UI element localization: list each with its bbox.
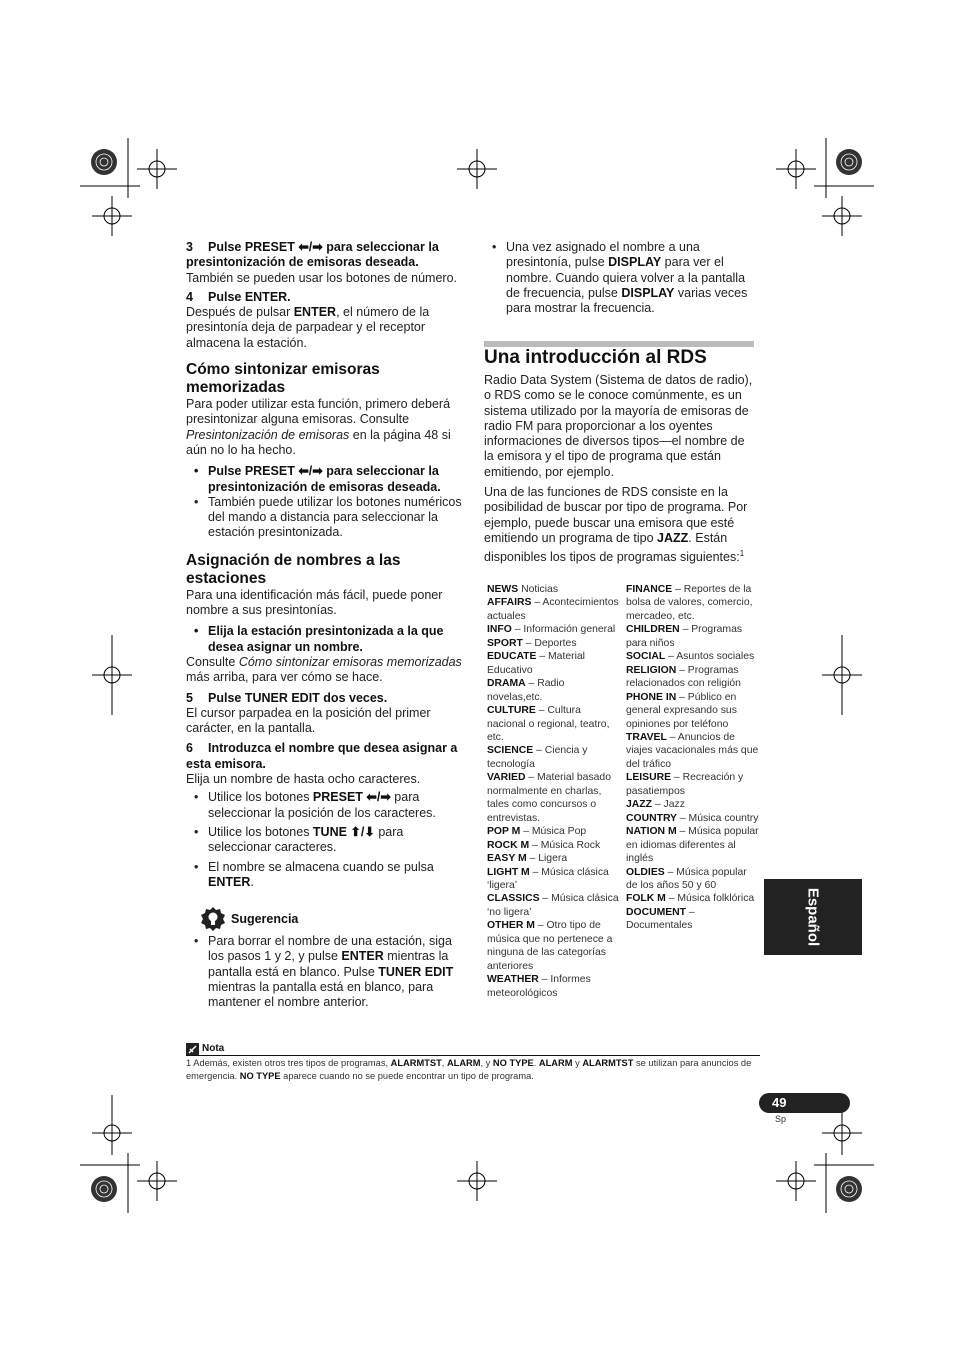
step-4-body: Después de pulsar ENTER, el número de la presintonía deja de parpadear y el receptor almacena la estación. (186, 305, 430, 350)
names-ref: Consulte Cómo sintonizar emisoras memorizadas más arriba, para ver cómo se hace. (186, 654, 462, 685)
sub-bullet-enter: • El nombre se almacena cuando se pulsa ENTER. (186, 860, 466, 891)
rds-paragraph-1: Radio Data System (Sistema de datos de radio), o RDS como se le conoce comúnmente, es un sistema utilizado por la mayoría de emisoras de radio FM para proporcionar a los oyentes informaciones de diversos tipos—el nombre de la emisora y el tipo de programa que están emitiendo, por ejemplo. (484, 373, 753, 479)
right-column (484, 240, 760, 316)
display-bullet: • Una vez asignado el nombre a una presintonía, pulse DISPLAY para ver el nombre. Cuando quiera volver a la pantalla de frecuencia, pulse DISPLAY varias veces para mostrar la frecuencia. (484, 240, 760, 316)
program-type-item: OTHER M – Otro tipo de música que no pertenece a ninguna de las categorías anteriores (487, 920, 613, 972)
page-number: 49 (772, 1095, 787, 1110)
registration-mark-icon (137, 1161, 177, 1201)
heading-station-names: Asignación de nombres a las estaciones (186, 551, 401, 587)
registration-mark-icon (137, 149, 177, 189)
program-types-right (626, 583, 760, 933)
program-type-item: VARIED – Material basado normalmente en charlas, tales como concursos o entrevistas. (487, 772, 611, 824)
program-type-item: CLASSICS – Música clásica ‘no ligera’ (487, 893, 619, 918)
program-type-item: FOLK M – Música folklórica (626, 893, 755, 905)
program-type-item: ROCK M – Música Rock (487, 839, 601, 851)
program-type-item: INFO – Información general (487, 624, 616, 636)
sub-bullet-tune: • Utilice los botones TUNE ⬆/⬇ para seleccionar caracteres. (186, 825, 466, 856)
program-type-item: LEISURE – Recreación y pasatiempos (626, 772, 744, 797)
names-body: Para una identificación más fácil, puede poner nombre a sus presintonías. (186, 587, 443, 618)
step-4: 4 Pulse ENTER. (186, 289, 291, 304)
registration-target-icon (91, 149, 117, 175)
names-bullet: • Elija la estación presintonizada a la que desea asignar un nombre. (186, 624, 466, 655)
registration-mark-icon (457, 149, 497, 189)
step-6: 6 Introduzca el nombre que desea asignar a esta emisora. (186, 741, 458, 771)
left-column (186, 240, 466, 1011)
program-type-item: POP M – Música Pop (487, 826, 587, 838)
registration-mark-icon (776, 1161, 816, 1201)
program-type-item: SCIENCE – Ciencia y tecnología (487, 745, 588, 770)
sub-bullet-preset: • Utilice los botones PRESET ⬅/➡ para seleccionar la posición de los caracteres. (186, 790, 466, 821)
program-types-left (487, 583, 619, 1000)
program-type-item: NEWS Noticias (487, 584, 559, 595)
program-type-item: COUNTRY – Música country (626, 812, 759, 824)
lightbulb-icon (200, 906, 226, 932)
rds-paragraph-2: Una de las funciones de RDS consiste en la posibilidad de buscar por tipo de programa. Por ejemplo, puede buscar una emisora que esté emitiendo un programa de tipo JAZZ. Están disponibles los tipos de programas siguientes:$^1$ (484, 485, 748, 565)
program-type-item: NATION M – Música popular en idiomas diferentes al inglés (626, 826, 759, 865)
tune-body: Para poder utilizar esta función, primero deberá presintonizar alguna emisoras. Consulte Presintonización de emisoras en la página 48 si aún no lo ha hecho. (186, 397, 451, 457)
program-type-item: TRAVEL – Anuncios de viajes vacacionales más que del tráfico (626, 731, 759, 770)
footnote: 1 Además, existen otros tres tipos de programas, ALARMTST, ALARM, y NO TYPE. ALARM y ALARMTST se utilizan para anuncios de emergencia. NO TYPE aparece cuando no se puede encontrar un tipo de programa. (186, 1058, 752, 1081)
registration-target-icon (91, 1176, 117, 1202)
program-type-item: PHONE IN – Público en general expresando sus opiniones por teléfono (626, 691, 737, 730)
step-5-body: El cursor parpadea en la posición del primer carácter, en la pantalla. (186, 705, 431, 736)
tune-bullet: • Pulse PRESET ⬅/➡ para seleccionar la presintonización de emisoras deseada. (186, 464, 466, 495)
step-3: 3 Pulse PRESET ⬅/➡ para seleccionar la presintonización de emisoras deseada. (186, 240, 439, 270)
program-type-item: EASY M – Ligera (487, 853, 568, 865)
page-lang: Sp (775, 1114, 787, 1124)
registration-mark-icon (822, 635, 862, 715)
program-type-item: DRAMA – Radio novelas,etc. (487, 678, 565, 703)
tip-body: • Para borrar el nombre de una estación, siga los pasos 1 y 2, y pulse ENTER mientras la pantalla está en blanco. Pulse TUNER EDIT mientras la pantalla está en blanco, para mantener el nombre anterior. (186, 934, 466, 1010)
program-type-item: AFFAIRS – Acontecimientos actuales (487, 597, 619, 622)
rds-intro (484, 373, 756, 566)
registration-target-icon (836, 1176, 862, 1202)
program-type-item: OLDIES – Música popular de los años 50 y 60 (626, 866, 747, 891)
program-type-item: JAZZ – Jazz (626, 799, 685, 811)
step-6-body: Elija un nombre de hasta ocho caracteres. (186, 772, 421, 787)
program-type-item: CHILDREN – Programas para niños (626, 624, 743, 649)
tip-header (186, 910, 466, 932)
registration-mark-icon (92, 635, 132, 715)
page-number-badge (759, 1093, 850, 1113)
registration-mark-icon (457, 1161, 497, 1201)
program-type-item: CULTURE – Cultura nacional o regional, teatro, etc. (487, 705, 610, 743)
program-type-item: LIGHT M – Música clásica ‘ligera’ (487, 866, 609, 891)
registration-mark-icon (776, 149, 816, 189)
program-type-item: SOCIAL – Asuntos sociales (626, 651, 755, 663)
step-3-note: También se pueden usar los botones de número. (186, 270, 458, 285)
program-type-item: SPORT – Deportes (487, 637, 577, 649)
language-tab (764, 879, 862, 955)
program-type-item: RELIGION – Programas relacionados con religión (626, 664, 741, 690)
program-type-item: WEATHER – Informes meteorológicos (487, 974, 591, 999)
language-tab-label: Español (804, 887, 822, 947)
program-type-item: FINANCE – Reportes de la bolsa de valores, comercio, mercadeo, etc. (626, 584, 753, 622)
program-type-item: DOCUMENT – Documentales (626, 906, 695, 932)
registration-target-icon (836, 149, 862, 175)
note-rule (186, 1055, 760, 1056)
tip-title: Sugerencia (231, 912, 299, 927)
tune-sub-bullet: • También puede utilizar los botones numéricos del mando a distancia para seleccionar la estación presintonizada. (186, 495, 466, 541)
step-5: 5 Pulse TUNER EDIT dos veces. (186, 690, 388, 705)
program-type-item: EDUCATE – Material Educativo (487, 651, 585, 676)
heading-tune-presets: Cómo sintonizar emisoras memorizadas (186, 361, 380, 397)
note-title: Nota (202, 1043, 225, 1054)
heading-rds: Una introducción al RDS (484, 347, 707, 368)
